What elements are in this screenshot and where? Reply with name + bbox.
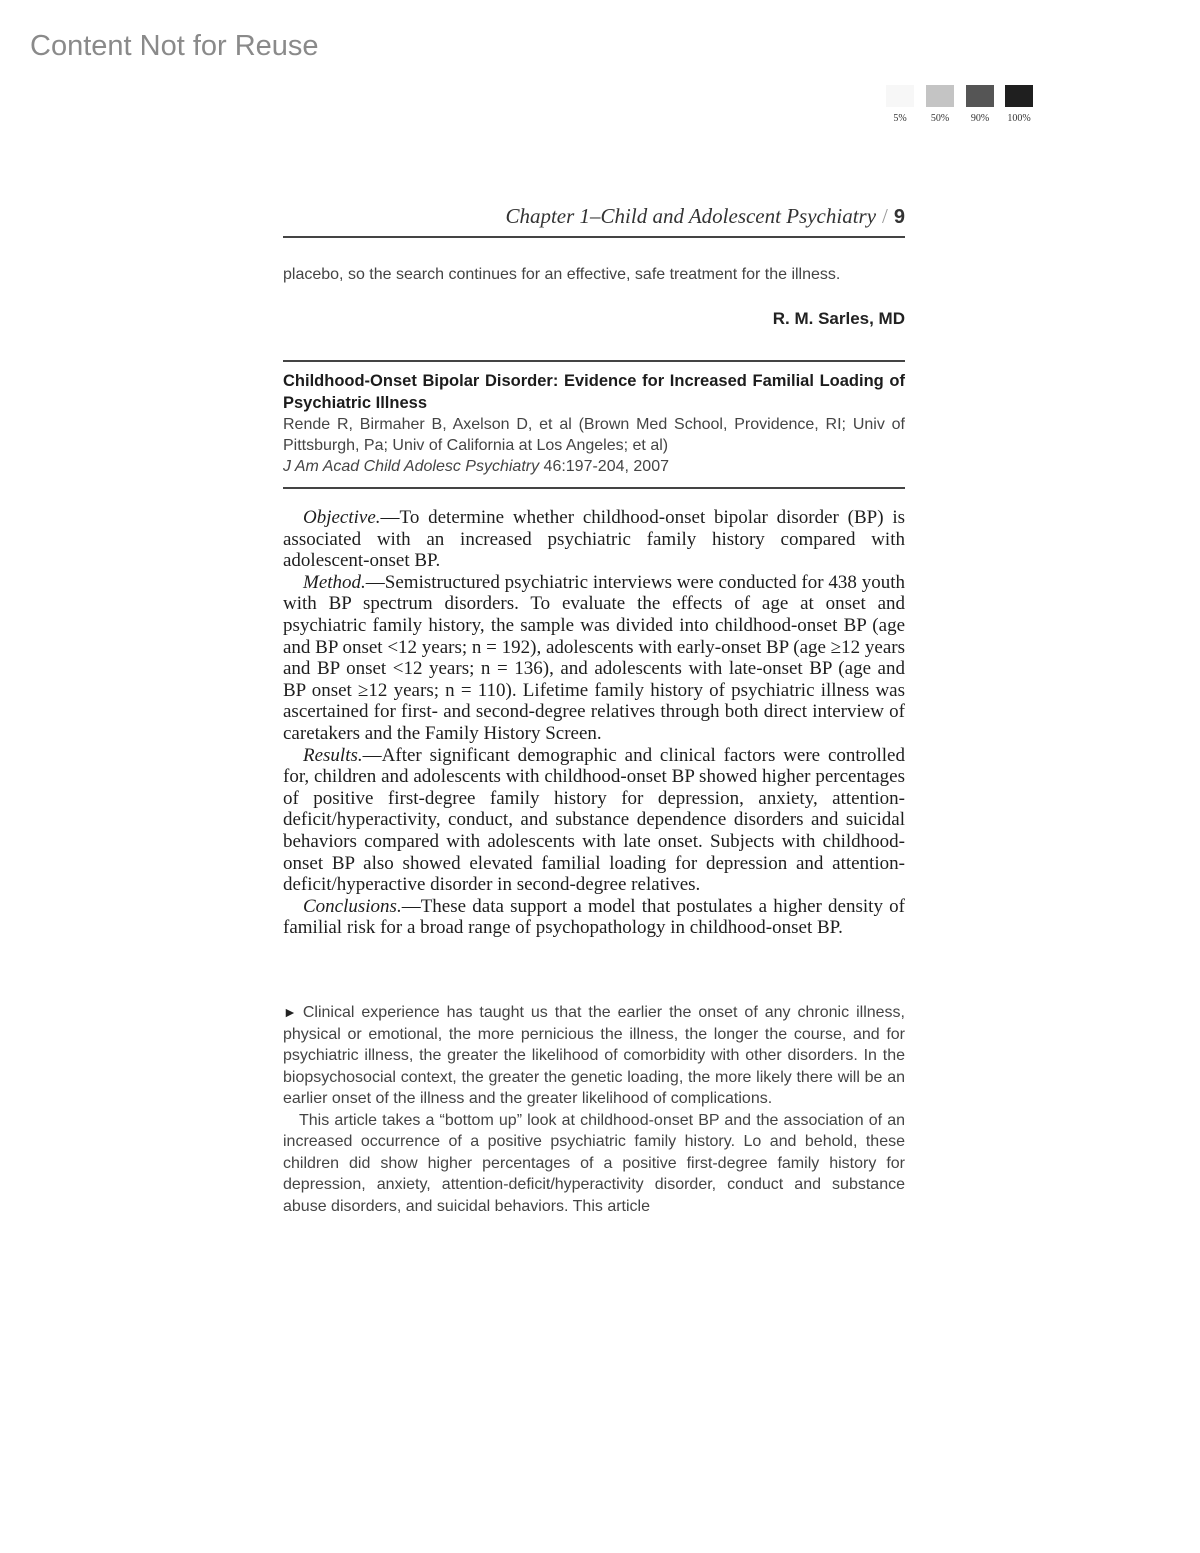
abstract-method xyxy=(283,572,905,745)
method-label: Method. xyxy=(303,571,366,593)
reviewer-signature: R. M. Sarles, MD xyxy=(772,309,905,328)
commentary-paragraph-1 xyxy=(283,1002,905,1110)
swatch-label-90: 90% xyxy=(970,113,990,124)
swatch-label-50: 50% xyxy=(930,113,950,124)
previous-text-block xyxy=(283,264,905,286)
swatch-label-100: 100% xyxy=(1007,113,1031,124)
swatch-50 xyxy=(926,85,954,107)
swatch-90 xyxy=(966,85,994,107)
abstract-conclusions xyxy=(283,896,905,939)
swatch-100 xyxy=(1005,85,1033,107)
chapter-title: Chapter 1–Child and Adolescent Psychiatry xyxy=(505,204,877,228)
article-citation xyxy=(283,456,905,477)
abstract xyxy=(283,507,905,939)
journal-volume-pages: 46:197-204, 2007 xyxy=(539,458,669,475)
results-label: Results. xyxy=(303,744,363,766)
objective-text: —To determine whether childhood-onset bipolar disorder (BP) is associated with an increased psychiatric family history compared with adolescent-onset BP. xyxy=(283,507,905,572)
article-top-rule xyxy=(283,360,905,362)
abstract-results xyxy=(283,745,905,896)
commentary-paragraph-2: This article takes a “bottom up” look at childhood-onset BP and the association of an increased occurrence of a positive psychiatric family history. Lo and behold, these children did show higher percentages of a positive first-degree family history for depression, anxiety, attention-deficit/hyperactivity disorder, conduct and substance abuse disorders, and suicidal behaviors. This article xyxy=(283,1111,905,1215)
running-head xyxy=(283,204,905,229)
commentary xyxy=(283,1002,905,1217)
previous-text: placebo, so the search continues for an effective, safe treatment for the illness. xyxy=(283,266,841,283)
journal-name: J Am Acad Child Adolesc Psychiatry xyxy=(283,458,540,475)
results-text: —After significant demographic and clinical factors were controlled for, children and adolescents with childhood-onset BP showed higher percentages of positive first-degree family history for depression, anxiety, attention-deficit/hyperactivity, conduct, and substance dependence disorders and suicidal behaviors compared with adolescents with late onset. Subjects with childhood-onset BP also showed elevated familial loading for depression and attention-deficit/hyperactive disorder in second-degree relatives. xyxy=(283,744,905,896)
header-separator: / xyxy=(882,204,888,228)
article-bottom-rule xyxy=(283,487,905,489)
swatch-label-5: 5% xyxy=(893,113,907,124)
watermark: Content Not for Reuse xyxy=(30,30,319,62)
objective-label: Objective. xyxy=(303,507,381,528)
conclusions-label: Conclusions. xyxy=(303,895,402,917)
page-number: 9 xyxy=(893,206,905,228)
article-authors: Rende R, Birmaher B, Axelson D, et al (Brown Med School, Providence, RI; Univ of Pittsburgh, Pa; Univ of California at Los Angeles; et al) xyxy=(283,416,905,454)
commentary-text-1: Clinical experience has taught us that the earlier the onset of any chronic illness, physical or emotional, the more pernicious the illness, the longer the course, and for psychiatric illness, the greater the likelihood of comorbidity with other disorders. In the biopsychosocial context, the greater the genetic loading, the more likely there will be an earlier onset of the illness and the greater likelihood of complications. xyxy=(283,1004,905,1107)
abstract-objective xyxy=(283,507,905,572)
swatch-5 xyxy=(886,85,914,107)
method-text: —Semistructured psychiatric interviews were conducted for 438 youth with BP spectrum disorders. To evaluate the effects of age at onset and psychiatric family history, the sample was divided into childhood-onset BP (age and BP onset <12 years; n = 192), adolescents with early-onset BP (age ≥12 years and BP onset <12 years; n = 136), and adolescents with late-onset BP (age and BP onset ≥12 years; n = 110). Lifetime family history of psychiatric illness was ascertained for first- and second-degree relatives through both direct interview of caretakers and the Family History Screen. xyxy=(283,571,905,744)
header-rule xyxy=(283,236,905,238)
article-title: Childhood-Onset Bipolar Disorder: Evidence for Increased Familial Loading of Psychiatric Illness xyxy=(283,372,905,412)
conclusions-text: —These data support a model that postulates a higher density of familial risk for a broad range of psychopathology in childhood-onset BP. xyxy=(283,895,905,939)
arrow-icon: ► xyxy=(283,1004,297,1020)
